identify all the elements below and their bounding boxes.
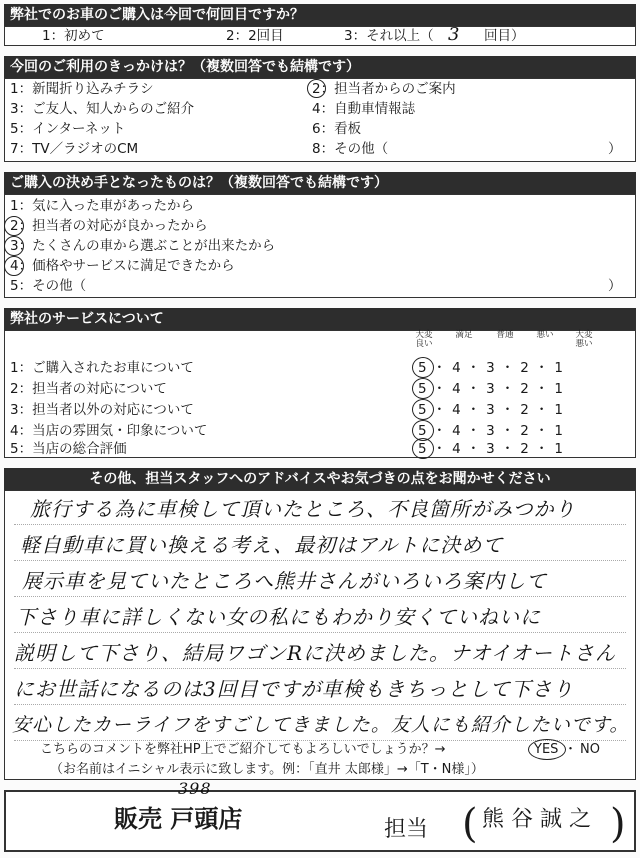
- q3-selected-mark-3: [4, 236, 24, 256]
- rule-line: [14, 704, 626, 705]
- q2-item-8-close: ）: [608, 141, 622, 157]
- q2-item-1: 1：新聞折り込みチラシ: [10, 81, 154, 97]
- q2-item-2: 2：担当者からのご案内: [312, 81, 456, 97]
- q2-item-7: 7：TV／ラジオのCM: [10, 141, 139, 157]
- q1-option-3: 3：それ以上（: [344, 28, 434, 44]
- comment-line-2: 軽自動車に買い換える考え、最初はアルトに決めて: [20, 533, 504, 557]
- stamp-close-paren: ): [610, 801, 626, 847]
- q3-item-2: 2：担当者の対応が良かったから: [10, 218, 208, 234]
- q3-selected-mark-2: [4, 216, 24, 236]
- q1-option-1: 1：初めて: [42, 28, 105, 44]
- q3-item-5: 5：その他（: [10, 278, 87, 294]
- consent-dot: ・: [564, 742, 578, 757]
- q4-scale-3: 5・4・3・2・1: [418, 402, 569, 418]
- comment-line-6: にお世話になるのは3回目ですが車検もきちっとして下さり: [14, 677, 574, 701]
- q1-count-value: 3: [448, 24, 461, 45]
- initials-note: （お名前はイニシャル表示に致します。例：「直井 太郎様」→「T・N様」）: [50, 762, 484, 777]
- comment-line-5: 説明して下さり、結局ワゴンRに決めました。ナオイオートさん: [14, 641, 617, 665]
- q3-item-4: 4：価格やサービスに満足できたから: [10, 258, 235, 274]
- tanto-label: 担当: [384, 817, 429, 842]
- q4-rating-mark-1: [412, 357, 434, 378]
- q1-option-3-suffix: 回目）: [484, 28, 525, 44]
- q2-selected-mark: [307, 79, 326, 98]
- q2-item-4: 4：自動車情報誌: [312, 101, 416, 117]
- q3-selected-mark-4: [4, 256, 24, 276]
- q4-scale-5: 5・4・3・2・1: [418, 441, 569, 457]
- scale-label-1: 大変悪い: [575, 330, 593, 349]
- consent-no: NO: [580, 742, 600, 757]
- q1-title: 弊社でのお車のご購入は今回で何回目ですか？: [4, 4, 636, 26]
- q2-item-6: 6：看板: [312, 121, 362, 137]
- q3-item-3: 3：たくさんの車から選ぶことが出来たから: [10, 238, 276, 254]
- q4-item-4: 4：当店の雰囲気・印象について: [10, 423, 208, 439]
- rule-line: [14, 632, 626, 633]
- rule-line: [14, 524, 626, 525]
- rule-line: [14, 560, 626, 561]
- customer-number: 398: [178, 779, 212, 798]
- comment-line-4: 下さり車に詳しくない女の私にもわかり安くていねいに: [16, 605, 541, 629]
- consent-yes-mark: [528, 739, 566, 760]
- q4-scale-1: 5・4・3・2・1: [418, 360, 569, 376]
- q4-rating-mark-2: [412, 378, 434, 399]
- rule-line: [14, 668, 626, 669]
- consent-yes: YES: [534, 742, 559, 757]
- scale-label-3: 普通: [496, 330, 514, 340]
- q4-title: 弊社のサービスについて: [4, 308, 636, 330]
- q4-item-1: 1：ご購入されたお車について: [10, 360, 194, 376]
- q4-rating-mark-3: [412, 399, 434, 420]
- q2-item-5: 5：インターネット: [10, 121, 126, 137]
- q3-item-5-close: ）: [608, 278, 622, 294]
- q4-scale-4: 5・4・3・2・1: [418, 423, 569, 439]
- q2-item-3: 3：ご友人、知人からのご紹介: [10, 101, 195, 117]
- store-name: 販売 戸頭店: [114, 805, 243, 833]
- scale-label-4: 満足: [455, 330, 473, 340]
- q3-title: ご購入の決め手となったものは？（複数回答でも結構です）: [4, 172, 636, 194]
- staff-name: 熊 谷 誠 之: [482, 807, 591, 832]
- q5-title: その他、担当スタッフへのアドバイスやお気づきの点をお聞かせください: [4, 468, 636, 490]
- q4-item-5: 5：当店の総合評価: [10, 441, 127, 457]
- q4-rating-mark-5: [412, 438, 434, 459]
- stamp-open-paren: (: [462, 801, 478, 847]
- q1-option-2: 2：2回目: [226, 28, 284, 44]
- q4-scale-2: 5・4・3・2・1: [418, 381, 569, 397]
- q3-item-1: 1：気に入った車があったから: [10, 198, 194, 214]
- comment-line-3: 展示車を見ていたところへ熊井さんがいろいろ案内して: [22, 569, 547, 593]
- scale-label-5: 大変良い: [415, 330, 433, 349]
- q2-item-8: 8：その他（: [312, 141, 389, 157]
- comment-line-7: 安心したカーライフをすごしてきました。友人にも紹介したいです。: [12, 714, 630, 736]
- scale-label-2: 悪い: [536, 330, 554, 340]
- q4-item-3: 3：担当者以外の対応について: [10, 402, 194, 418]
- hp-consent-question: こちらのコメントを弊社HP上でご紹介してもよろしいでしょうか？→: [40, 742, 446, 757]
- comment-line-1: 旅行する為に車検して頂いたところ、不良箇所がみつかり: [30, 497, 576, 521]
- q4-item-2: 2：担当者の対応について: [10, 381, 167, 397]
- q2-title: 今回のご利用のきっかけは？（複数回答でも結構です）: [4, 56, 636, 78]
- rule-line: [14, 596, 626, 597]
